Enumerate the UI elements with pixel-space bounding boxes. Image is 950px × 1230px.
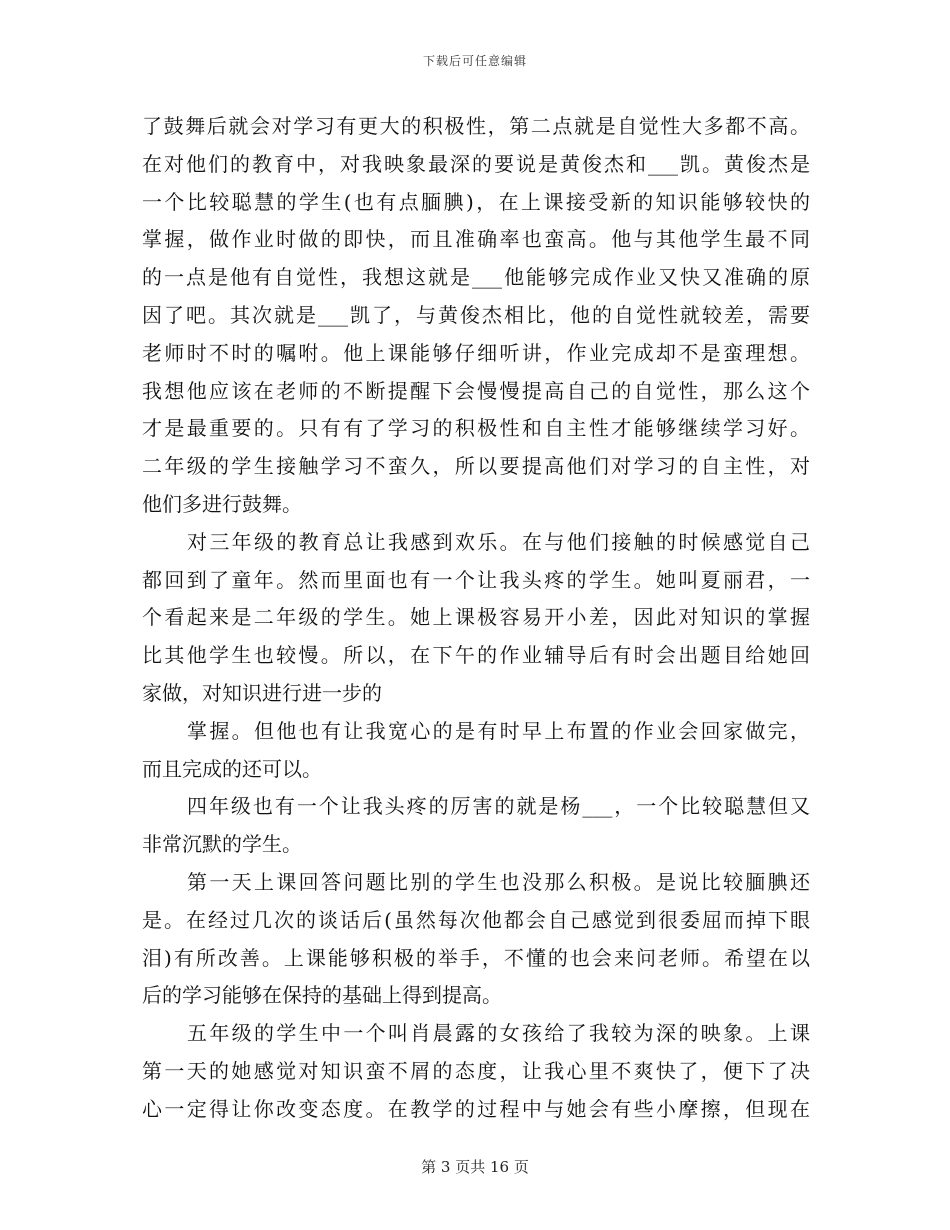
text-line: 二年级的学生接触学习不蛮久，所以要提高他们对学习的自主性，对 [142,454,810,479]
page-footer: 第 3 页共 16 页 [421,1158,529,1176]
text-line: 因了吧。其次就是___凯了，与黄俊杰相比，他的自觉性就较差，需要 [142,302,810,327]
document-body [142,108,810,1129]
text-line: 非常沉默的学生。 [142,832,302,857]
text-line: 对三年级的教育总让我感到欢乐。在与他们接触的时候感觉自己 [187,529,810,554]
text-line: 四年级也有一个让我头疼的厉害的就是杨___，一个比较聪慧但又 [187,794,810,819]
text-line: 掌握。但他也有让我宽心的是有时早上布置的作业会回家做完， [187,718,810,743]
text-line: 家做，对知识进行进一步的 [142,680,382,705]
text-line: 老师时不时的嘱咐。他上课能够仔细听讲，作业完成却不是蛮理想。 [142,340,810,365]
text-line: 他们多进行鼓舞。 [142,491,302,516]
text-line: 掌握，做作业时做的即快，而且准确率也蛮高。他与其他学生最不同 [142,227,810,252]
text-line: 后的学习能够在保持的基础上得到提高。 [142,983,502,1008]
text-line: 心一定得让你改变态度。在教学的过程中与她会有些小摩擦，但现在 [142,1096,810,1121]
text-line: 了鼓舞后就会对学习有更大的积极性，第二点就是自觉性大多都不高。 [142,114,810,138]
page-header: 下载后可任意编辑 [422,54,527,68]
text-line: 五年级的学生中一个叫肖晨露的女孩给了我较为深的映象。上课 [187,1021,810,1046]
text-line: 才是最重要的。只有有了学习的积极性和自主性才能够继续学习好。 [142,416,810,441]
text-line: 第一天上课回答问题比别的学生也没那么积极。是说比较腼腆还 [187,869,810,894]
text-line: 泪)有所改善。上课能够积极的举手，不懂的也会来问老师。希望在以 [142,945,810,970]
text-line: 个看起来是二年级的学生。她上课极容易开小差，因此对知识的掌握 [142,605,810,630]
text-line: 我想他应该在老师的不断提醒下会慢慢提高自己的自觉性，那么这个 [142,378,810,403]
text-line: 在对他们的教育中，对我映象最深的要说是黄俊杰和___凯。黄俊杰是 [142,151,810,176]
text-line: 是。在经过几次的谈话后(虽然每次他都会自己感觉到很委屈而掉下眼 [142,907,810,932]
text-line: 一个比较聪慧的学生(也有点腼腆)，在上课接受新的知识能够较快的 [142,189,810,214]
text-line: 的一点是他有自觉性，我想这就是___他能够完成作业又快又准确的原 [142,265,810,290]
text-line: 比其他学生也较慢。所以，在下午的作业辅导后有时会出题目给她回 [142,643,810,668]
text-line: 都回到了童年。然而里面也有一个让我头疼的学生。她叫夏丽君，一 [142,567,810,592]
text-line: 第一天的她感觉对知识蛮不屑的态度，让我心里不爽快了，便下了决 [142,1058,810,1083]
text-line: 而且完成的还可以。 [142,756,322,781]
